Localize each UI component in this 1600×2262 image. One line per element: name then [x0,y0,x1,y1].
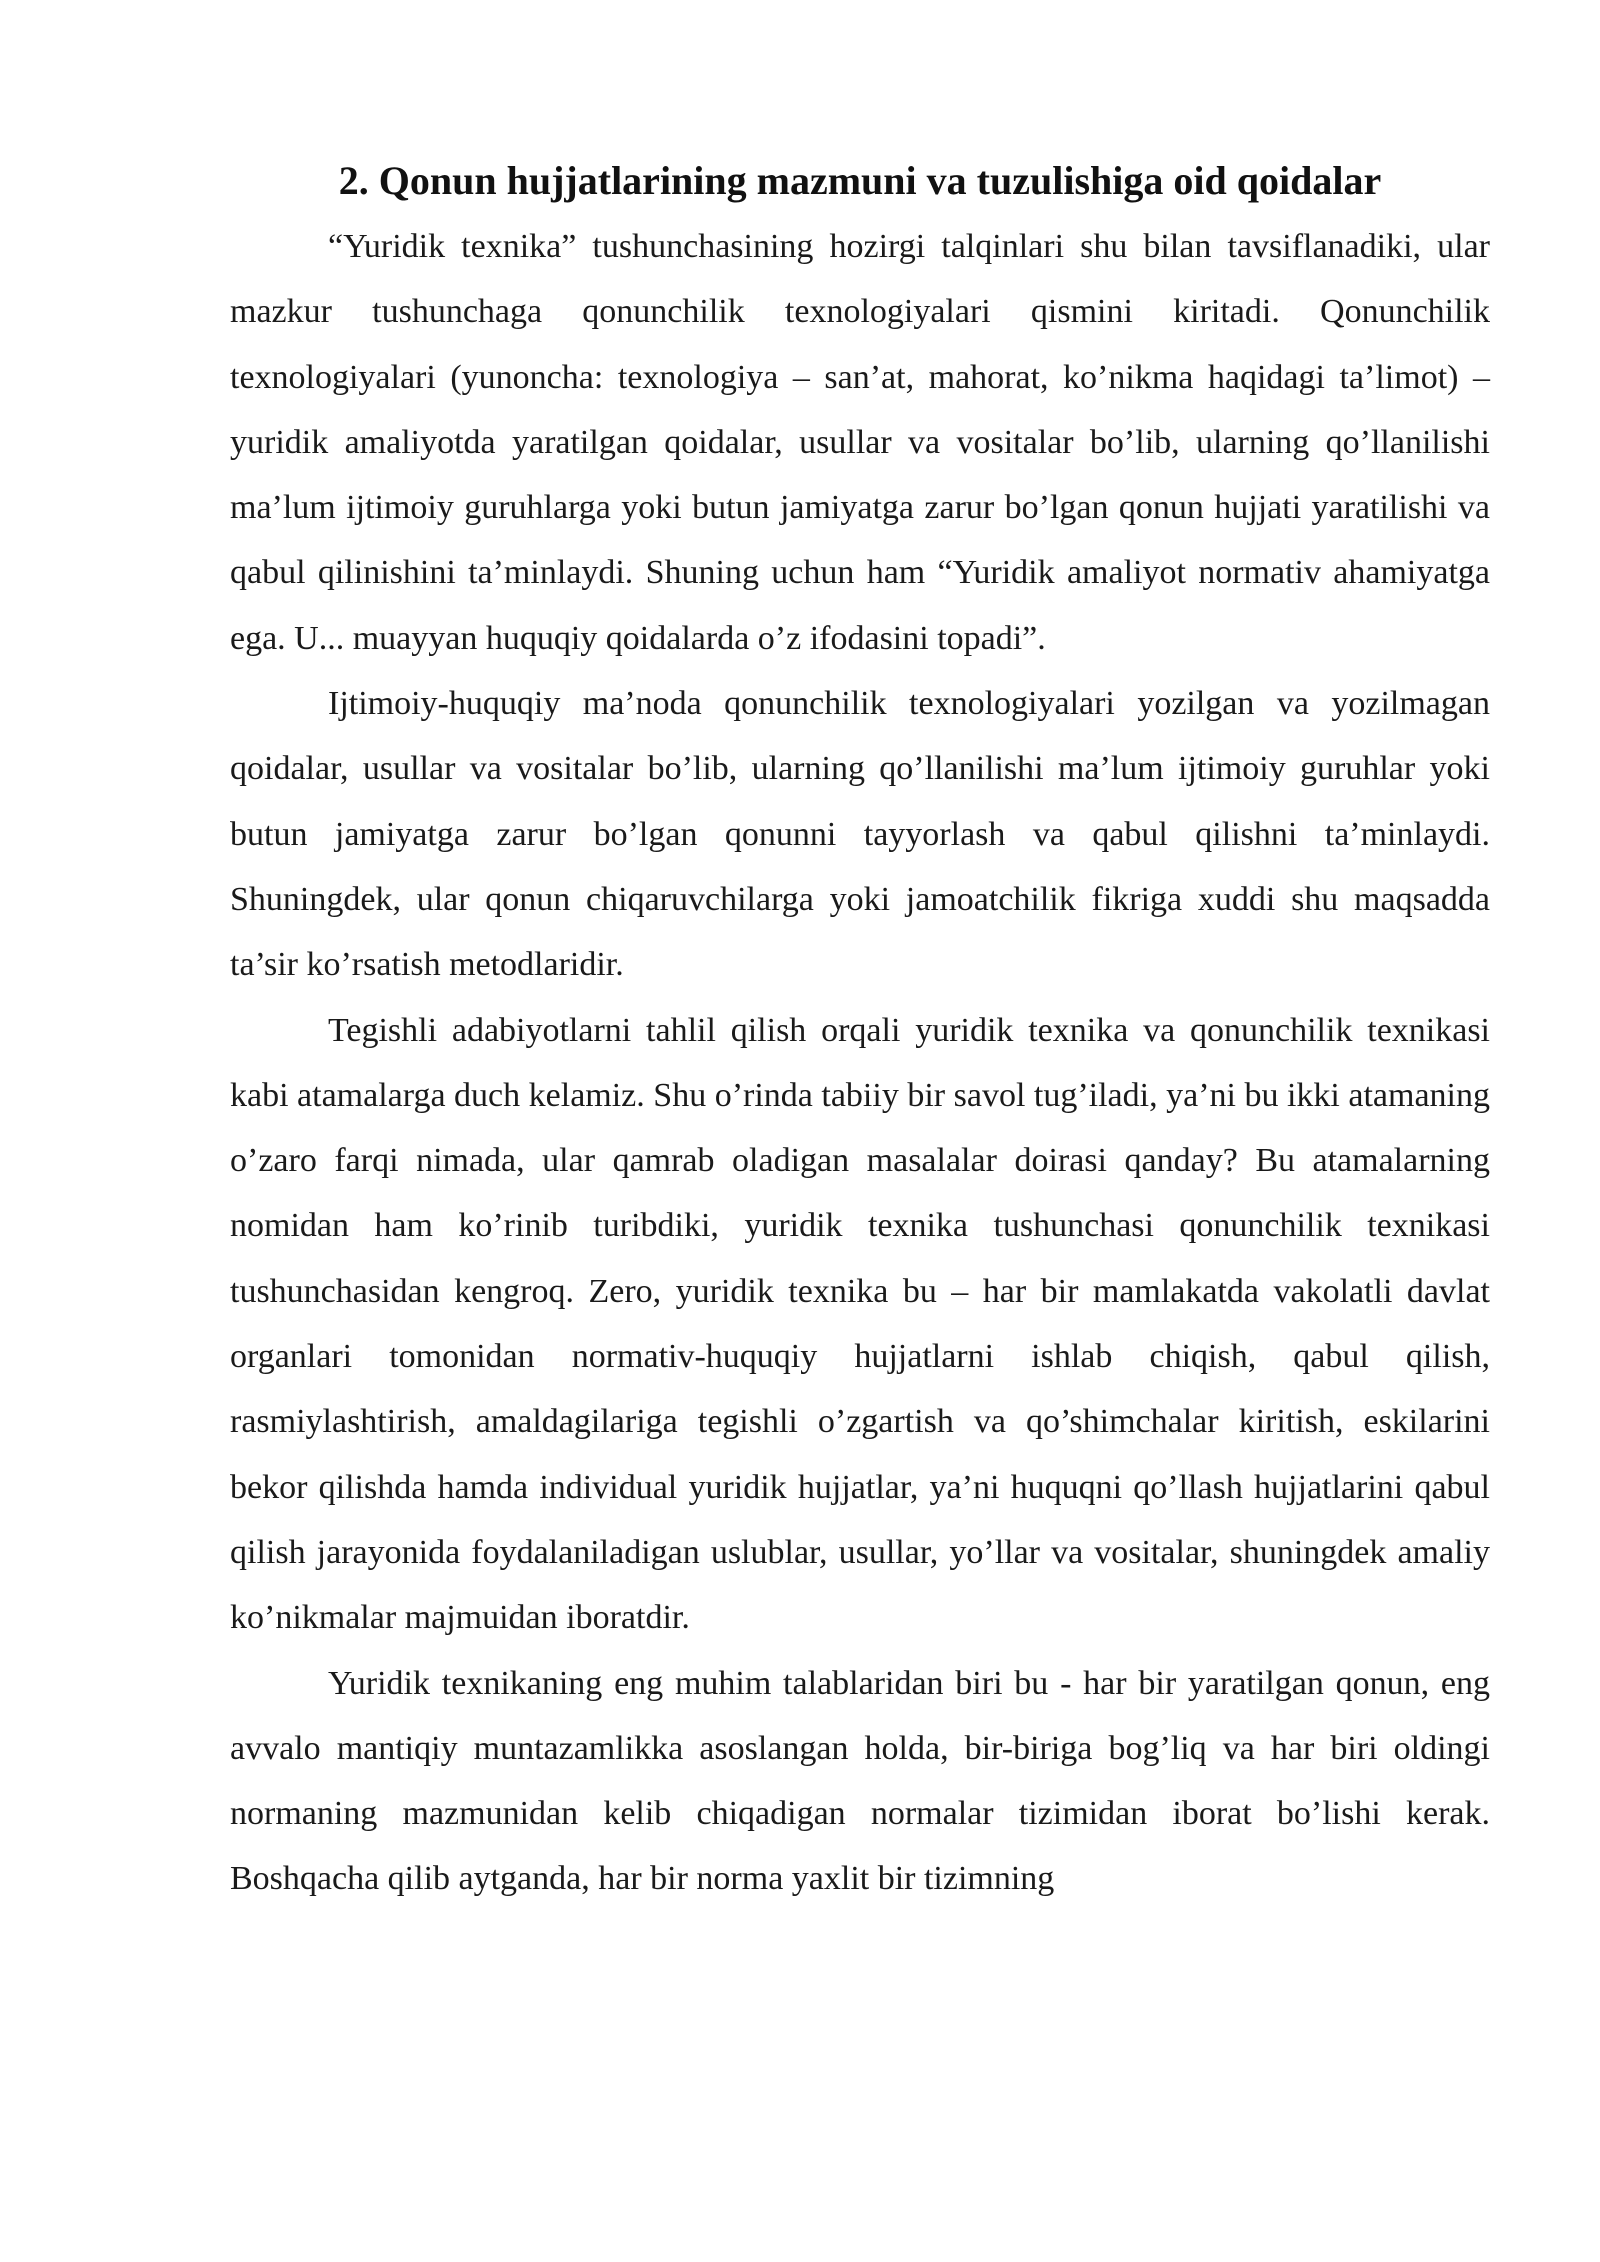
paragraph-2: Ijtimoiy-huquqiy ma’noda qonunchilik texnologiyalari yozilgan va yozilmagan qoidalar, usullar va vositalar bo’lib, ularning qo’llanilishi ma’lum ijtimoiy guruhlar yoki butun jamiyatga zarur bo’lgan qonunni tayyorlash va qabul qilishni ta’minlaydi. Shuningdek, ular qonun chiqaruvchilarga yoki jamoatchilik fikriga xuddi shu maqsadda ta’sir ko’rsatish metodlaridir. [230,685,1490,984]
document-body [230,150,1490,1912]
section-heading: 2. Qonun hujjatlarining mazmuni va tuzulishiga oid qoidalar [338,158,1382,203]
paragraph-4: Yuridik texnikaning eng muhim talablaridan biri bu - har bir yaratilgan qonun, eng avvalo mantiqiy muntazamlikka asoslangan holda, bir-biriga bog’liq va har biri oldingi normaning mazmunidan kelib chiqadigan normalar tizimidan iborat bo’lishi kerak. Boshqacha qilib aytganda, har bir norma yaxlit bir tizimning [230,1664,1490,1898]
paragraph-1: “Yuridik texnika” tushunchasining hozirgi talqinlari shu bilan tavsiflanadiki, ular mazkur tushunchaga qonunchilik texnologiyalari qismini kiritadi. Qonunchilik texnologiyalari (yunoncha: texnologiya – san’at, mahorat, ko’nikma haqidagi ta’limot) – yuridik amaliyotda yaratilgan qoidalar, usullar va vositalar bo’lib, ularning qo’llanilishi ma’lum ijtimoiy guruhlarga yoki butun jamiyatga zarur bo’lgan qonun hujjati yaratilishi va qabul qilinishini ta’minlaydi. Shuning uchun ham “Yuridik amaliyot normativ ahamiyatga ega. U... muayyan huquqiy qoidalarda o’z ifodasini topadi”. [230,228,1490,657]
paragraph-3: Tegishli adabiyotlarni tahlil qilish orqali yuridik texnika va qonunchilik texnikasi kabi atamalarga duch kelamiz. Shu o’rinda tabiiy bir savol tug’iladi, ya’ni bu ikki atamaning o’zaro farqi nimada, ular qamrab oladigan masalalar doirasi qanday? Bu atamalarning nomidan ham ko’rinib turibdiki, yuridik texnika tushunchasi qonunchilik texnikasi tushunchasidan kengroq. Zero, yuridik texnika bu – har bir mamlakatda vakolatli davlat organlari tomonidan normativ-huquqiy hujjatlarni ishlab chiqish, qabul qilish, rasmiylashtirish, amaldagilariga tegishli o’zgartish va qo’shimchalar kiritish, eskilarini bekor qilishda hamda individual yuridik hujjatlar, ya’ni huquqni qo’llash hujjatlarini qabul qilish jarayonida foydalaniladigan uslublar, usullar, yo’llar va vositalar, shuningdek amaliy ko’nikmalar majmuidan iboratdir. [230,1011,1490,1637]
